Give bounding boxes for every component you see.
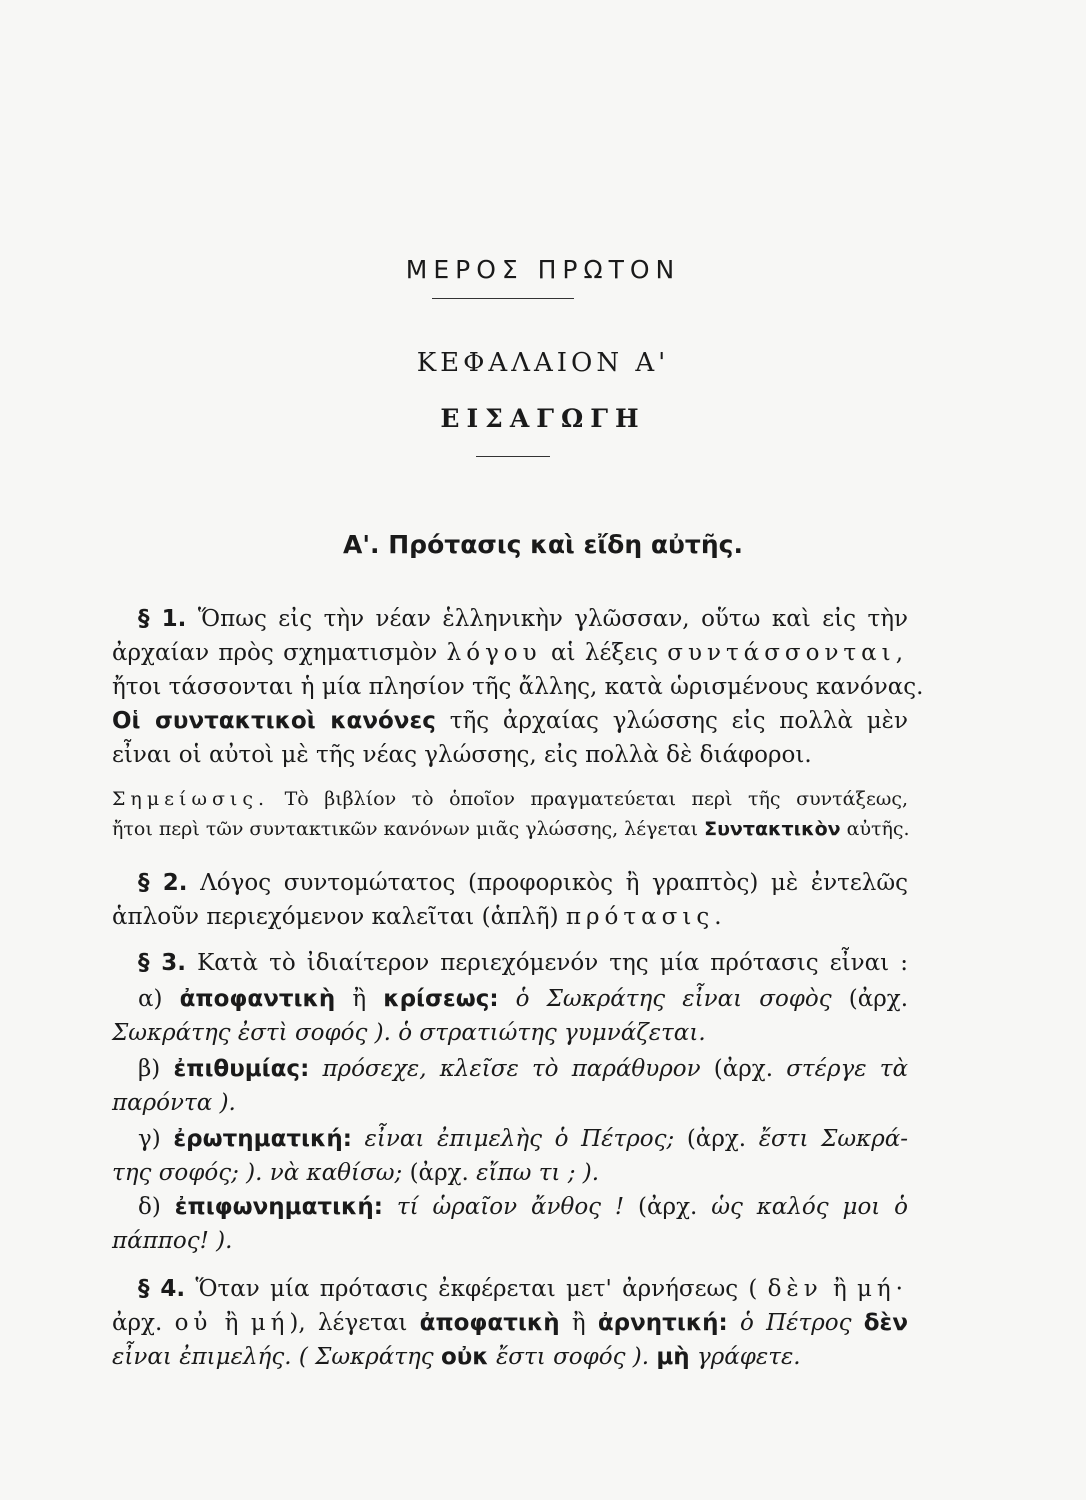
section-mark: § 3. — [138, 950, 187, 976]
paragraph-4-line-3: εἶναι ἐπιμελής. ( Σωκράτης οὐκ ἔστι σοφός ). μὴ γράφετε. — [112, 1344, 801, 1370]
section-mark: § 4. — [138, 1276, 186, 1302]
paragraph-3-line-1: § 3. Κατὰ τὸ ἰδιαίτερον περιεχόμενόν της μία πρότασις εἶναι : — [138, 950, 909, 976]
paragraph-1-line-5: εἶναι οἱ αὐτοὶ μὲ τῆς νέας γλώσσης, εἰς πολλὰ δὲ διάφοροι. — [112, 742, 812, 768]
paragraph-3-item-b: β) ἐπιθυμίας: πρόσεχε, κλεῖσε τὸ παράθυρον (ἀρχ. στέργε τὰ — [138, 1056, 909, 1082]
paragraph-3-item-d: δ) ἐπιφωνηματική: τί ὡραῖον ἄνθος ! (ἀρχ. ὡς καλός μοι ὁ — [138, 1194, 909, 1220]
paragraph-1-line-3: ἤτοι τάσσονται ἡ μία πλησίον τῆς ἄλλης, κατὰ ὡρισμένους κανόνας. — [112, 674, 924, 700]
paragraph-3-item-d-cont: πάππος! ). — [112, 1228, 233, 1254]
paragraph-2-line-1: § 2. Λόγος συντομώτατος (προφορικὸς ἢ γραπτὸς) μὲ ἐντελῶς — [138, 870, 908, 896]
note-line-2: ἤτοι περὶ τῶν συντακτικῶν κανόνων μιᾶς γλώσσης, λέγεται Συντακτικὸν αὐτῆς. — [112, 818, 910, 840]
paragraph-4-line-1: § 4. Ὅταν μία πρότασις ἐκφέρεται μετ' ἀρνήσεως ( δὲν ἢ μή· — [138, 1276, 908, 1302]
part-title: ΜΕΡΟΣ ΠΡΩΤΟΝ — [405, 255, 681, 284]
paragraph-4-line-2: ἀρχ. οὐ ἢ μή), λέγεται ἀποφατικὴ ἢ ἀρνητική: ὁ Πέτρος δὲν — [112, 1310, 908, 1336]
paragraph-1-line-1: § 1. Ὅπως εἰς τὴν νέαν ἑλληνικὴν γλῶσσαν, οὕτω καὶ εἰς τὴν — [138, 606, 909, 632]
introduction-title: ΕΙΣΑΓΩΓΗ — [440, 404, 646, 433]
introduction-divider — [476, 456, 550, 457]
note-line-1: Σημείωσις. Τὸ βιβλίον τὸ ὁποῖον πραγματεύεται περὶ τῆς συντάξεως, — [112, 788, 908, 810]
paragraph-3-item-a: α) ἀποφαντικὴ ἢ κρίσεως: ὁ Σωκράτης εἶναι σοφὸς (ἀρχ. — [138, 986, 909, 1012]
paragraph-1-line-2: ἀρχαίαν πρὸς σχηματισμὸν λόγου αἱ λέξεις συντάσσονται, — [112, 640, 909, 666]
chapter-title: ΚΕΦΑΛΑΙΟΝ Α' — [416, 348, 670, 378]
section-mark: § 2. — [138, 870, 188, 896]
section-title: Α'. Πρότασις καὶ εἴδη αὐτῆς. — [343, 530, 743, 559]
paragraph-3-item-a-cont: Σωκράτης ἐστὶ σοφός ). ὁ στρατιώτης γυμνάζεται. — [112, 1020, 706, 1046]
paragraph-3-item-c: γ) ἐρωτηματική: εἶναι ἐπιμελὴς ὁ Πέτρος; (ἀρχ. ἔστι Σωκρά- — [138, 1126, 909, 1152]
title-divider — [432, 298, 574, 299]
section-mark: § 1. — [138, 606, 187, 632]
paragraph-2-line-2: ἁπλοῦν περιεχόμενον καλεῖται (ἁπλῆ) πρότασις. — [112, 904, 727, 930]
paragraph-1-line-4: Οἱ συντακτικοὶ κανόνες τῆς ἀρχαίας γλώσσης εἰς πολλὰ μὲν — [112, 708, 908, 734]
paragraph-3-item-c-cont: της σοφός; ). νὰ καθίσω; (ἀρχ. εἴπω τι ; ). — [112, 1160, 600, 1186]
paragraph-3-item-b-cont: παρόντα ). — [112, 1090, 236, 1116]
